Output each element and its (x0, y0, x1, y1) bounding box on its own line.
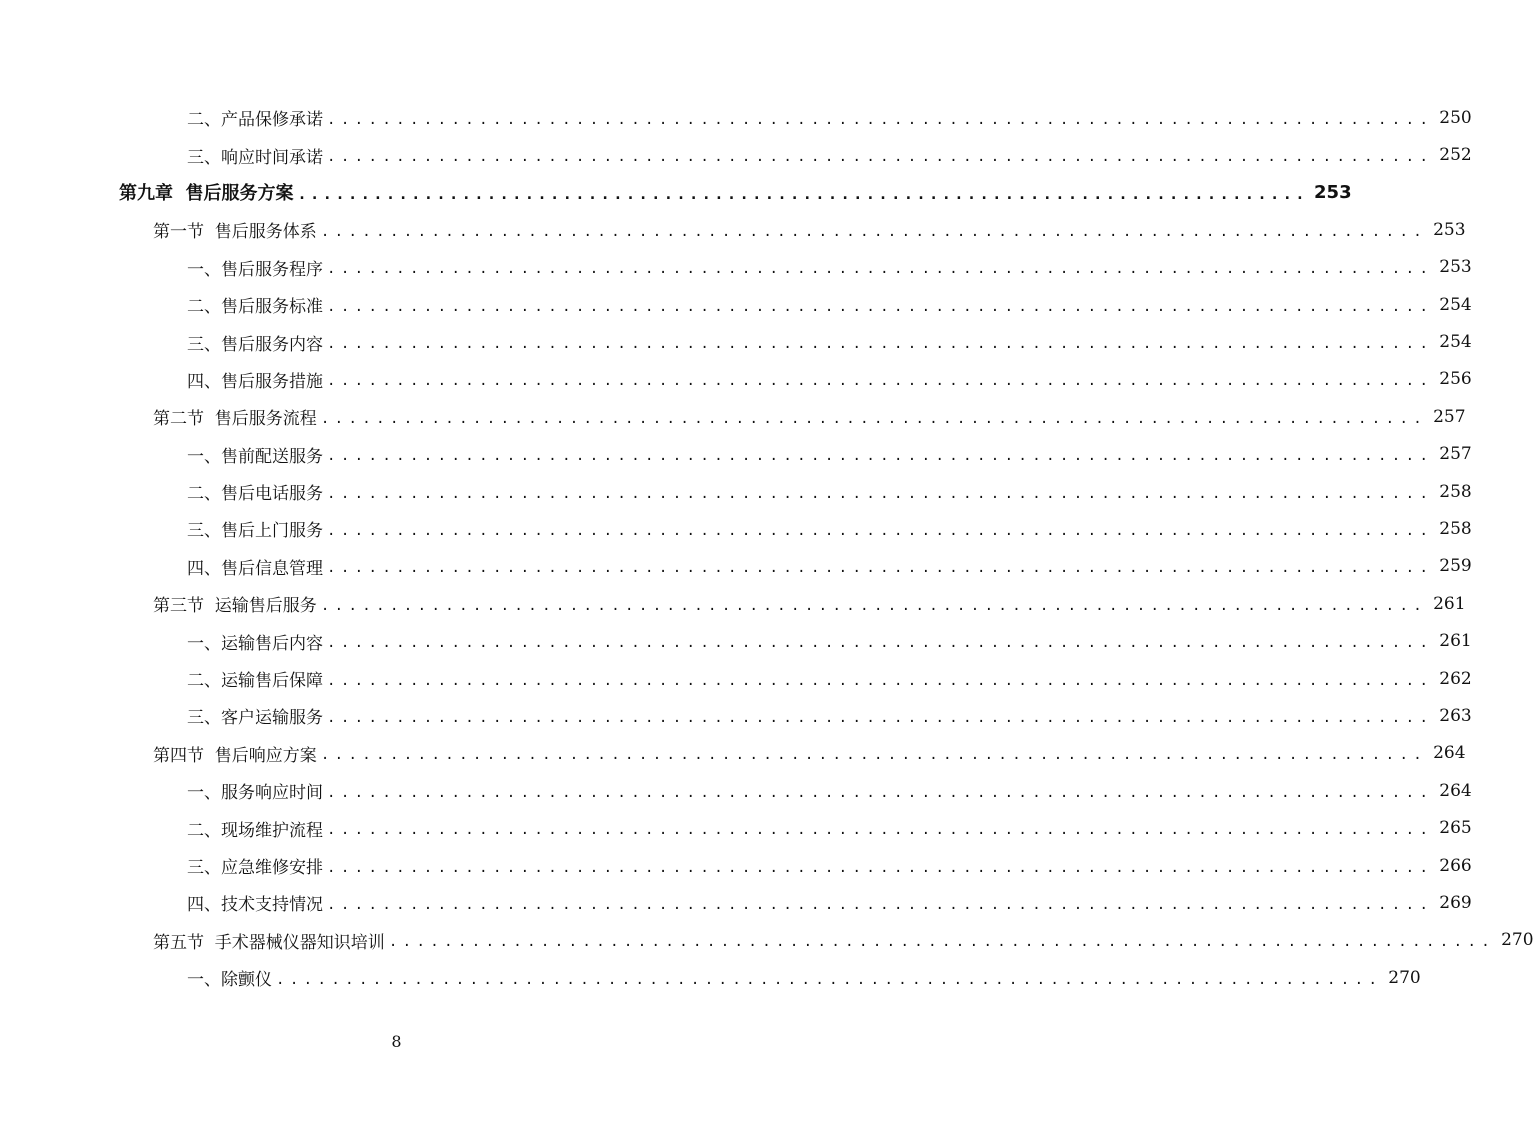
toc-entry-page: 259 (1439, 556, 1472, 577)
toc-leader-dots: ................................................................................ (320, 223, 1428, 240)
toc-entry[interactable] (0, 136, 1472, 173)
toc-entry[interactable] (0, 697, 1472, 734)
toc-entry-title: 第一节 售后服务体系 (153, 222, 317, 243)
toc-entry-page: 269 (1439, 892, 1472, 913)
toc-entry-page: 253 (1433, 219, 1466, 240)
toc-entry-page: 261 (1439, 631, 1472, 652)
toc-entry-title: 第二节 售后服务流程 (153, 409, 317, 430)
toc-leader-dots: ................................................................................ (327, 298, 1434, 315)
toc-entry[interactable] (0, 735, 1466, 772)
toc-entry-page: 257 (1433, 406, 1466, 427)
toc-entry-page: 252 (1439, 145, 1472, 166)
toc-entry[interactable] (0, 959, 1421, 996)
toc-entry-title: 三、应急维修安排 (187, 858, 323, 878)
toc-leader-dots: ................................................................................ (320, 410, 1428, 427)
toc-leader-dots: ................................................................................ (327, 261, 1434, 278)
toc-leader-dots: ................................................................................ (327, 111, 1434, 128)
toc-entry-page: 263 (1439, 705, 1472, 726)
toc-entry[interactable] (0, 286, 1472, 323)
toc-entry-title: 第四节 售后响应方案 (153, 745, 317, 766)
toc-leader-dots: ................................................................................ (327, 859, 1434, 876)
toc-entry[interactable] (0, 585, 1466, 622)
toc-leader-dots: ................................................................................ (327, 485, 1434, 502)
toc-entry-title: 三、售后服务内容 (187, 334, 323, 355)
toc-entry-title: 二、售后电话服务 (187, 484, 323, 505)
toc-leader-dots: ................................................................................ (388, 934, 1496, 951)
toc-leader-dots: ................................................................................ (327, 709, 1434, 726)
toc-entry-page: 270 (1388, 967, 1421, 988)
toc-entry-title: 二、运输售后保障 (187, 671, 323, 692)
toc-entry-title: 一、运输售后内容 (187, 633, 323, 654)
toc-leader-dots: ................................................................................ (327, 336, 1434, 353)
toc-leader-dots: ................................................................................ (297, 184, 1309, 203)
toc-entry[interactable] (0, 622, 1472, 659)
toc-entry[interactable] (0, 660, 1472, 697)
toc-entry-title: 三、客户运输服务 (187, 708, 323, 729)
toc-entry-title: 三、响应时间承诺 (187, 147, 323, 168)
toc-leader-dots: ................................................................................ (327, 448, 1434, 465)
table-of-contents (0, 99, 1534, 996)
toc-leader-dots: ................................................................................ (276, 971, 1383, 988)
toc-leader-dots: ................................................................................ (327, 522, 1434, 539)
toc-entry-title: 四、售后服务措施 (187, 371, 323, 392)
toc-entry-page: 257 (1439, 444, 1472, 465)
toc-entry-title: 四、技术支持情况 (187, 895, 323, 916)
toc-leader-dots: ................................................................................ (327, 822, 1434, 839)
toc-entry[interactable] (0, 772, 1472, 809)
toc-entry[interactable] (0, 436, 1472, 473)
toc-entry[interactable] (0, 473, 1472, 510)
page-number: 8 (391, 1032, 402, 1051)
toc-entry[interactable] (0, 510, 1472, 547)
toc-entry-page: 256 (1439, 369, 1472, 390)
toc-entry[interactable] (0, 323, 1472, 360)
toc-entry[interactable] (0, 398, 1466, 435)
toc-entry-title: 一、售后服务程序 (187, 259, 323, 280)
toc-entry-title: 三、售后上门服务 (187, 521, 323, 542)
toc-leader-dots: ................................................................................ (320, 597, 1428, 614)
toc-entry-title: 二、产品保修承诺 (187, 110, 323, 131)
toc-leader-dots: ................................................................................ (327, 149, 1434, 166)
toc-entry-page: 262 (1439, 668, 1472, 689)
toc-entry[interactable] (0, 548, 1472, 585)
toc-entry-page: 261 (1433, 593, 1466, 614)
toc-entry[interactable] (0, 211, 1466, 248)
toc-entry-title: 第五节 手术器械仪器知识培训 (153, 932, 385, 953)
toc-entry-title: 一、售前配送服务 (187, 446, 323, 467)
toc-entry-title: 四、售后信息管理 (187, 558, 323, 579)
toc-leader-dots: ................................................................................ (327, 672, 1434, 689)
toc-entry-title: 一、除颤仪 (187, 970, 272, 991)
toc-entry[interactable] (0, 361, 1472, 398)
toc-entry-page: 264 (1433, 743, 1466, 764)
toc-entry-page: 258 (1439, 481, 1472, 502)
toc-entry-title: 二、现场维护流程 (187, 820, 323, 841)
toc-entry-title: 第九章 售后服务方案 (119, 183, 294, 205)
toc-entry[interactable] (0, 99, 1472, 136)
toc-entry-page: 266 (1439, 855, 1472, 876)
toc-entry-page: 264 (1439, 780, 1472, 801)
toc-entry[interactable] (0, 249, 1472, 286)
toc-entry[interactable] (0, 809, 1472, 846)
toc-leader-dots: ................................................................................ (327, 896, 1434, 913)
toc-entry-page: 253 (1439, 257, 1472, 278)
toc-leader-dots: ................................................................................ (327, 784, 1434, 801)
toc-leader-dots: ................................................................................ (327, 373, 1434, 390)
toc-entry-page: 254 (1439, 332, 1472, 353)
toc-entry-title: 第三节 运输售后服务 (153, 596, 317, 617)
toc-leader-dots: ................................................................................ (320, 747, 1428, 764)
toc-entry[interactable] (0, 884, 1472, 921)
toc-entry-title: 一、服务响应时间 (187, 783, 323, 804)
toc-entry[interactable] (0, 922, 1534, 959)
toc-entry-page: 250 (1439, 107, 1472, 128)
toc-entry-page: 253 (1314, 181, 1352, 203)
toc-entry-page: 254 (1439, 294, 1472, 315)
toc-entry[interactable] (0, 847, 1472, 884)
toc-leader-dots: ................................................................................ (327, 560, 1434, 577)
toc-entry[interactable] (0, 174, 1352, 211)
toc-entry-title: 二、售后服务标准 (187, 297, 323, 318)
toc-entry-page: 258 (1439, 518, 1472, 539)
toc-leader-dots: ................................................................................ (327, 635, 1434, 652)
toc-entry-page: 265 (1439, 818, 1472, 839)
toc-entry-page: 270 (1501, 930, 1534, 951)
